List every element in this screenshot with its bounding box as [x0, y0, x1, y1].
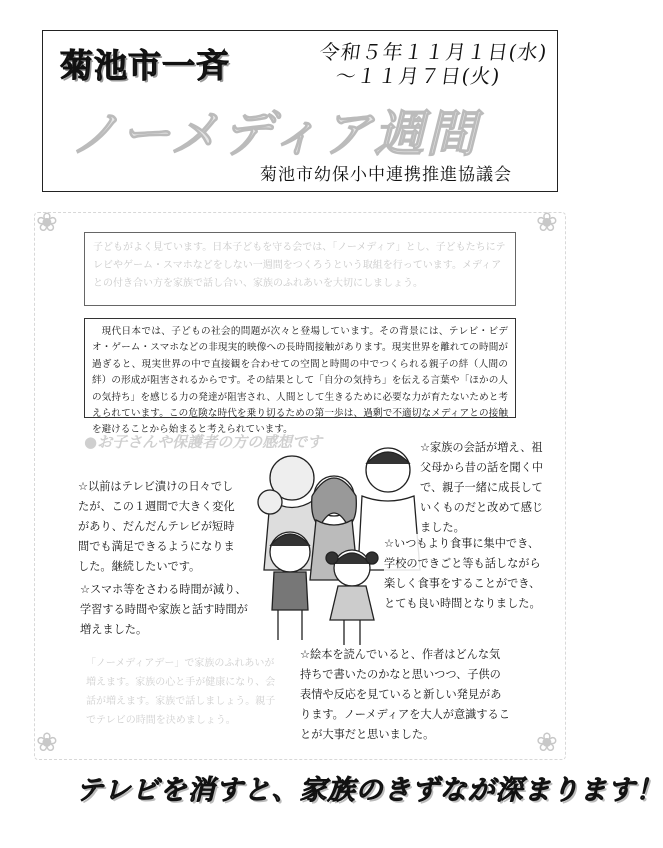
flower-corner-icon: ❀ [36, 728, 58, 758]
comment-smartphone-time: ☆スマホ等をさわる時間が減り、学習する時間や家族と話す時間が増えました。 [80, 580, 256, 640]
date-line-start: 令和５年１１月１日(水) [318, 40, 550, 64]
comment-family-conversation: ☆家族の会話が増え、祖父母から昔の話を聞く中で、親子一緒に成長していくものだと改めて感じました。 [420, 438, 550, 538]
date-line-end: ～１１月７日(火) [334, 64, 503, 88]
comment-tv-habit: ☆以前はテレビ漬けの日々でしたが、この１週間で大きく変化があり、だんだんテレビが短時間でも満足できるようになりました。継続したいです。 [78, 477, 240, 577]
flower-corner-icon: ❀ [536, 208, 558, 238]
voices-header: ●お子さんや保護者の方の感想です [84, 433, 323, 451]
comment-picture-book: ☆絵本を読んでいると、作者はどんな気持ちで書いたのかなと思いつつ、子供の表情や反応を見ていると新しい発見があります。ノーメディアを大人が意識することが大事だと思いました。 [300, 645, 510, 745]
title-main: 菊池市一斉 [60, 46, 230, 85]
organization-name: 菊池市幼保小中連携推進協議会 [260, 165, 512, 185]
flower-corner-icon: ❀ [36, 208, 58, 238]
faint-left-text: 「ノーメディアデー」で家族のふれあいが増えます。家族の心と手が健康になり、会話が増えます。家族で話しましょう。親子でテレビの時間を決めましょう。 [86, 658, 276, 726]
slogan: テレビを消すと、家族のきずなが深まります！ [76, 775, 663, 806]
flower-corner-icon: ❀ [536, 728, 558, 758]
intro-text-faint: 子どもがよく見ています。日本子どもを守る会では、「ノーメディア」とし、子どもたちにテレビやゲーム・スマホなどをしない一週間をつくろうという取組を行っています。メディアとの付き合い方を家族で話し合い、家族のふれあいを大切にしましょう。 [84, 232, 516, 306]
title-no-media-week: ノーメディア週間 [70, 105, 478, 163]
comment-mealtime: ☆いつもより食事に集中でき、学校のできごと等も話しながら楽しく食事をすることができ、とても良い時間となりました。 [384, 534, 550, 614]
main-paragraph: 現代日本では、子どもの社会的問題が次々と登場しています。その背景には、テレビ・ビデオ・ゲーム・スマホなどの非現実的映像への長時間接触があります。現実世界を離れての時間が過ぎると、現実世界の中で直接観を合わせての空間と時間の中でつくられる親子の絆（人間の絆）の形成が阻害されるからです。その結果として「自分の気持ち」を伝える言葉や「ほかの人の気持ち」を感じる力の発達が阻害され、人間として生きるために必要な力が育たないためと考えられています。この危険な時代を乗り切るための第一歩は、過剰で不適切なメディアとの接触を避けることから始まると考えられています。 [84, 318, 516, 418]
